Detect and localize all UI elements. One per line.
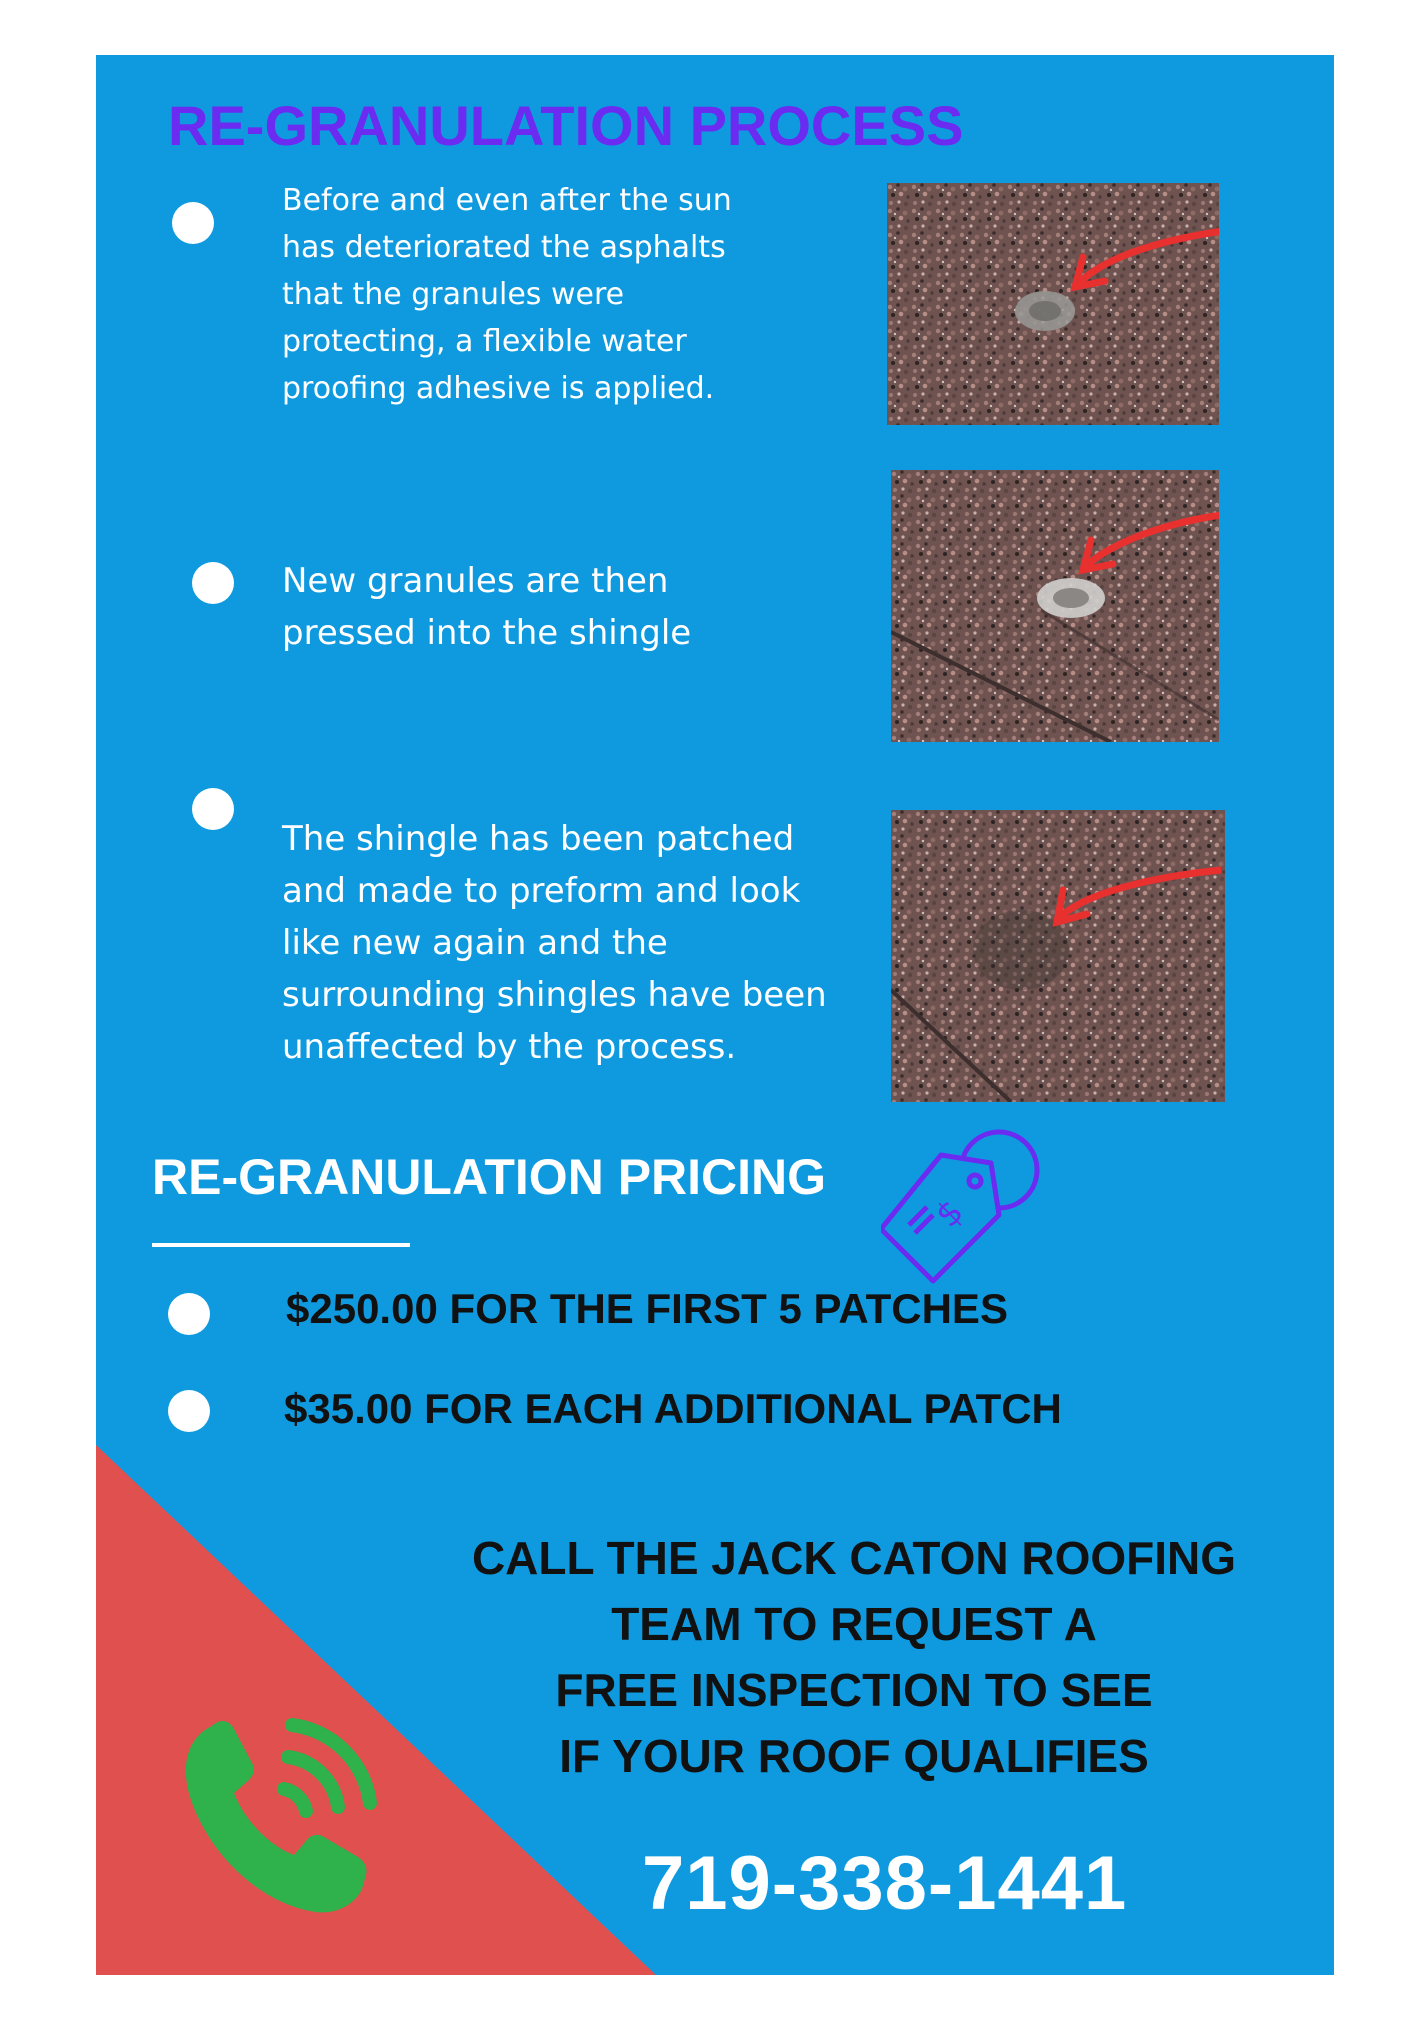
step-3-line: surrounding shingles have been	[282, 975, 827, 1015]
bullet-dot	[172, 202, 214, 244]
price-item-additional: $35.00 FOR EACH ADDITIONAL PATCH	[284, 1385, 1062, 1432]
step-3-line: and made to preform and look	[282, 871, 801, 911]
cta-line: CALL THE JACK CATON ROOFING	[471, 1532, 1237, 1584]
shingle-photo-patched	[891, 810, 1225, 1102]
step-1-line: that the granules were	[282, 277, 625, 312]
shingle-photo-adhesive	[887, 183, 1219, 425]
step-1-line: Before and even after the sun	[282, 183, 732, 218]
phone-icon	[172, 1705, 392, 1925]
phone-number[interactable]: 719-338-1441	[642, 1841, 1128, 1926]
step-2-text	[282, 555, 691, 659]
call-to-action	[426, 1525, 1282, 1789]
step-3-text	[282, 813, 827, 1073]
pricing-underline	[152, 1243, 410, 1247]
price-item-first: $250.00 FOR THE FIRST 5 PATCHES	[286, 1285, 1008, 1332]
shingle-photo-granules	[891, 470, 1219, 742]
step-3-line: unaffected by the process.	[282, 1027, 737, 1067]
flyer-card	[96, 55, 1334, 1975]
cta-line: IF YOUR ROOF QUALIFIES	[559, 1730, 1149, 1782]
svg-text:$: $	[927, 1191, 972, 1236]
step-3-line: like new again and the	[282, 923, 668, 963]
cta-line: FREE INSPECTION TO SEE	[555, 1664, 1153, 1716]
cta-line: TEAM TO REQUEST A	[611, 1598, 1097, 1650]
step-2-line: pressed into the shingle	[282, 613, 692, 653]
price-tag-icon	[881, 1115, 1051, 1285]
bullet-dot	[192, 788, 234, 830]
pricing-title: RE-GRANULATION PRICING	[152, 1149, 827, 1205]
bullet-dot	[192, 562, 234, 604]
process-title: RE-GRANULATION PROCESS	[168, 94, 964, 157]
step-2-line: New granules are then	[282, 561, 669, 601]
step-1-line: has deteriorated the asphalts	[282, 230, 726, 265]
step-1-text	[282, 177, 732, 412]
step-1-line: proofing adhesive is applied.	[282, 371, 715, 406]
bullet-dot	[168, 1293, 210, 1335]
step-3-line: The shingle has been patched	[282, 819, 795, 859]
bullet-dot	[168, 1390, 210, 1432]
step-1-line: protecting, a flexible water	[282, 324, 687, 359]
